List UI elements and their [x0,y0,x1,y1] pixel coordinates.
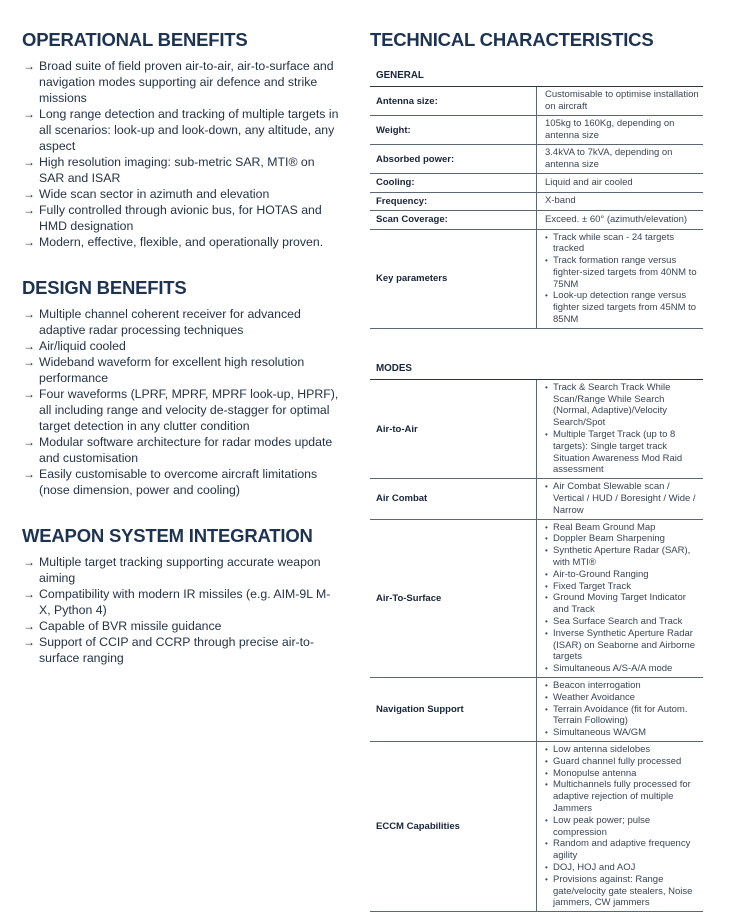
operational-benefit-text: Wide scan sector in azimuth and elevation [39,187,270,201]
mode-list-item: • Low antenna sidelobes [545,744,703,756]
mode-row [370,519,703,677]
mode-value [537,678,704,742]
key-parameters-key: Key parameters [370,229,537,328]
operational-benefit-item [22,234,340,250]
mode-row [370,741,703,911]
mode-list-item: • Provisions against: Range gate/velocity gate stealers, Noise jammers, CW jammers [545,874,703,909]
weapon-system-list [22,554,340,666]
operational-benefit-item [22,106,340,154]
mode-list [545,680,703,739]
key-parameters-row [370,229,703,328]
operational-benefit-item [22,154,340,186]
mode-list-item: • Air-to-Ground Ranging [545,569,703,581]
spec-row [370,116,703,145]
left-column [22,28,340,688]
arrow-icon: → [23,235,35,249]
mode-list [545,744,703,909]
spec-row [370,211,703,230]
design-benefit-item [22,338,340,354]
mode-list-item: • Sea Surface Search and Track [545,616,703,628]
mode-list [545,382,703,476]
spec-key: Cooling: [370,174,537,193]
weapon-integration-item [22,586,340,618]
mode-list-item: • Simultaneous WA/GM [545,727,703,739]
design-benefit-item [22,306,340,338]
arrow-icon: → [23,619,35,633]
weapon-integration-text: Compatibility with modern IR missiles (e.g. AIM-9L M-X, Python 4) [39,587,331,617]
spec-value: X-band [537,192,704,211]
mode-row [370,678,703,742]
mode-value [537,379,704,478]
spec-key: Frequency: [370,192,537,211]
mode-key: Air Combat [370,479,537,519]
weapon-integration-text: Capable of BVR missile guidance [39,619,222,633]
mode-value [537,479,704,519]
weapon-integration-item [22,554,340,586]
operational-benefit-text: High resolution imaging: sub-metric SAR, MTI® on SAR and ISAR [39,155,315,185]
arrow-icon: → [23,355,35,369]
design-benefit-text: Easily customisable to overcome aircraft limitations (nose dimension, power and cooling) [39,467,318,497]
arrow-icon: → [23,467,35,481]
arrow-icon: → [23,587,35,601]
weapon-integration-text: Multiple target tracking supporting accurate weapon aiming [39,555,321,585]
mode-list-item: • Air Combat Slewable scan / Vertical / HUD / Boresight / Wide / Narrow [545,481,703,516]
mode-list-item: • Low peak power; pulse compression [545,815,703,839]
design-benefit-text: Modular software architecture for radar modes update and customisation [39,435,333,465]
spec-key: Antenna size: [370,87,537,116]
arrow-icon: → [23,555,35,569]
design-benefit-item [22,354,340,386]
spec-row [370,174,703,193]
modes-label-row [370,355,703,380]
spec-row [370,192,703,211]
weapon-system-section [22,524,340,666]
mode-list-item: • Random and adaptive frequency agility [545,838,703,862]
mode-list-item: • Track & Search Track While Scan/Range While Search (Normal, Adaptive)/Velocity Search/Spot [545,382,703,429]
mode-key: Air-To-Surface [370,519,537,677]
spec-key: Absorbed power: [370,145,537,174]
spec-value: 105kg to 160Kg, depending on antenna size [537,116,704,145]
design-benefits-heading: DESIGN BENEFITS [22,277,187,298]
key-parameters-list-item: • Track formation range versus fighter-sized targets from 40NM to 75NM [545,255,703,290]
mode-list-item: • Simultaneous A/S-A/A mode [545,663,703,675]
design-benefit-text: Four waveforms (LPRF, MPRF, MPRF look-up, HPRF), all including range and velocity de-stagger for optimal target detection in any clutter condition [39,387,339,433]
operational-benefits-list [22,58,340,250]
modes-label: MODES [370,355,703,380]
mode-list-item: • Terrain Avoidance (fit for Autom. Terrain Following) [545,704,703,728]
mode-list-item: • DOJ, HOJ and AOJ [545,862,703,874]
mode-list-item: • Doppler Beam Sharpening [545,533,703,545]
mode-key: Navigation Support [370,678,537,742]
arrow-icon: → [23,155,35,169]
design-benefits-list [22,306,340,498]
design-benefits-section [22,276,340,498]
operational-benefits-section [22,28,340,250]
mode-list-item: • Inverse Synthetic Aperture Radar (ISAR) on Seaborne and Airborne targets [545,628,703,663]
mode-list [545,481,703,516]
design-benefit-item [22,386,340,434]
operational-benefit-item [22,58,340,106]
mode-list-item: • Guard channel fully processed [545,756,703,768]
operational-benefit-item [22,186,340,202]
mode-list-item: • Fixed Target Track [545,581,703,593]
arrow-icon: → [23,635,35,649]
operational-benefit-text: Modern, effective, flexible, and operationally proven. [39,235,324,249]
operational-benefits-heading: OPERATIONAL BENEFITS [22,29,248,50]
mode-list-item: • Monopulse antenna [545,768,703,780]
design-benefit-item [22,466,340,498]
mode-list-item: • Beacon interrogation [545,680,703,692]
arrow-icon: → [23,339,35,353]
technical-table [370,62,703,912]
mode-key: ECCM Capabilities [370,741,537,911]
mode-list-item: • Synthetic Aperture Radar (SAR), with MTI® [545,545,703,569]
mode-list [545,522,703,675]
mode-key: Air-to-Air [370,379,537,478]
arrow-icon: → [23,59,35,73]
spec-row [370,87,703,116]
design-benefit-text: Multiple channel coherent receiver for advanced adaptive radar processing techniques [39,307,301,337]
mode-list-item: • Ground Moving Target Indicator and Track [545,592,703,616]
mode-list-item: • Weather Avoidance [545,692,703,704]
table-gap-cell [370,328,703,355]
general-label: GENERAL [370,62,703,87]
general-label-row [370,62,703,87]
spec-value: Exceed. ± 60° (azimuth/elevation) [537,211,704,230]
key-parameters-list [545,232,703,326]
mode-list-item: • Multichannels fully processed for adaptive rejection of multiple Jammers [545,779,703,814]
spec-value: Customisable to optimise installation on aircraft [537,87,704,116]
arrow-icon: → [23,203,35,217]
mode-list-item: • Real Beam Ground Map [545,522,703,534]
spec-row [370,145,703,174]
key-parameters-list-item: • Look-up detection range versus fighter sized targets from 45NM to 85NM [545,290,703,325]
mode-value [537,741,704,911]
design-benefit-item [22,434,340,466]
operational-benefit-text: Fully controlled through avionic bus, for HOTAS and HMD designation [39,203,322,233]
key-parameters-list-item: • Track while scan - 24 targets tracked [545,232,703,256]
mode-row [370,379,703,478]
weapon-integration-item [22,618,340,634]
spec-value: Liquid and air cooled [537,174,704,193]
key-parameters-value [537,229,704,328]
operational-benefit-item [22,202,340,234]
weapon-integration-item [22,634,340,666]
spec-key: Scan Coverage: [370,211,537,230]
mode-list-item: • Multiple Target Track (up to 8 targets): Single target track Situation Awareness Mod Raid assessment [545,429,703,476]
spec-value: 3.4kVA to 7kVA, depending on antenna size [537,145,704,174]
table-gap [370,328,703,355]
right-column [370,28,703,912]
spec-key: Weight: [370,116,537,145]
arrow-icon: → [23,307,35,321]
technical-characteristics-heading: TECHNICAL CHARACTERISTICS [370,29,654,50]
weapon-system-heading: WEAPON SYSTEM INTEGRATION [22,525,313,546]
arrow-icon: → [23,107,35,121]
operational-benefit-text: Broad suite of field proven air-to-air, air-to-surface and navigation modes supporting air defence and strike missions [39,59,334,105]
design-benefit-text: Wideband waveform for excellent high resolution performance [39,355,305,385]
design-benefit-text: Air/liquid cooled [39,339,126,353]
mode-value [537,519,704,677]
weapon-integration-text: Support of CCIP and CCRP through precise air-to-surface ranging [39,635,314,665]
mode-row [370,479,703,519]
arrow-icon: → [23,435,35,449]
arrow-icon: → [23,387,35,401]
operational-benefit-text: Long range detection and tracking of multiple targets in all scenarios: look-up and look-down, any altitude, any aspect [39,107,339,153]
arrow-icon: → [23,187,35,201]
